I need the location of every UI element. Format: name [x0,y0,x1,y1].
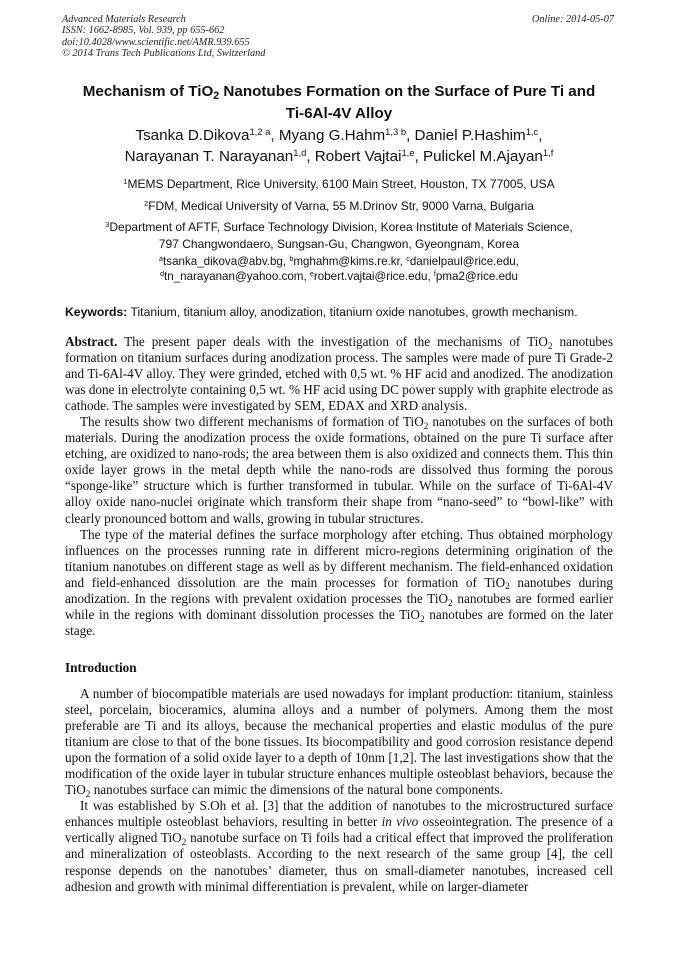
affiliation-text: FDM, Medical University of Varna, 55 M.Drinov Str, 9000 Varna, Bulgaria [148,199,534,213]
affiliation-mark: 3 [105,219,110,229]
title-line-2: Ti-6Al-4V Alloy [285,105,393,122]
keywords-text: Titanium, titanium alloy, anodization, titanium oxide nanotubes, growth mechanism. [130,305,578,319]
italic-term: in vivo [381,814,419,830]
affiliation-3-line-2: 797 Changwondaero, Sungsan-Gu, Changwon, Gyeongnam, Korea [158,237,520,251]
email-mark: a [159,254,164,264]
email-line-1 [50,255,628,270]
introduction-paragraph-1 [65,686,613,798]
text-run: A number of biocompatible materials are used nowadays for implant production: titanium, stainless steel, porcelain, bioceramics, alumina alloys and a number of polymers. Among them the most preferable are Ti and its alloys, because the mechanical properties and elastic modulus of the pure titanium are close to that of the bone tissues. Its biocompatibility and good corrosion resistance depend upon the formation of a solid oxide layer to a depth of 10nm [1,2]. The last investigations show that the modification of the oxide layer in tubular structure enhances multiple osteoblast behaviors, because the TiO [65,686,613,798]
author-separator: , [306,148,315,165]
text-run: nanotubes on the surfaces of both materials. During the anodization process the oxide formations, obtained on the pure Ti surface after etching, are oxidized to nano-rods; the area between them is also oxidized and connects them. This thin oxide layer grows in the metal depth while the nano-rods are dissolved thus forming the porous “sponge-like” structure which is further transformed in tubular. While on the surface of Ti-6Al-4V alloy oxide nano-nuclei originate which transform their shape from “nano-seed” to “bowl-like” with clearly pronounced bottom and walls, growing in tubular structures. [65,414,613,526]
author-affiliation-mark: 1,f [542,146,554,158]
email-link[interactable]: pma2@rice.edu [435,269,518,283]
title-subscript: 2 [213,90,220,103]
text-run: It was established by S.Oh et al. [3] that the addition of nanotubes to the microstructured surface enhances multiple osteoblast behaviors, resulting in better [65,798,613,830]
keywords [65,304,625,320]
author-name: Narayanan T. Narayanan [124,148,294,165]
text-run: osseointegration. The presence of a vertically aligned TiO [65,814,613,846]
author-line-2 [50,146,628,167]
text-run: The results show two different mechanisms of formation of TiO [80,414,424,430]
abstract-paragraph-3 [65,527,613,639]
author-affiliation-mark: 1,e [401,146,415,158]
text-run: nanotubes are formed on the later stage. [65,606,614,638]
section-heading-introduction: Introduction [65,660,137,675]
text-run: The present paper deals with the investigation of the mechanisms of TiO [124,334,548,349]
subscript: 2 [85,789,91,800]
email-mark: f [433,268,436,278]
affiliation-text: MEMS Department, Rice University, 6100 Main Street, Houston, TX 77005, USA [127,177,555,191]
abstract [65,334,613,639]
title-text-b: Nanotubes Formation on the Surface of Pure Ti and [219,83,596,100]
affiliation-text: Department of AFTF, Surface Technology Division, Korea Institute of Materials Science, [109,220,573,234]
text-run: nanotubes are formed earlier while in the regions with dominant dissolution processes the TiO [65,590,613,622]
title-text-a: Mechanism of TiO [82,83,214,100]
author-affiliation-mark: 1,2 a [249,125,271,137]
author-affiliation-mark: 1,3 b [385,125,407,137]
author-line-1 [50,125,628,146]
subscript: 2 [505,581,510,592]
email-link[interactable]: tn_narayanan@yahoo.com, [164,269,310,283]
introduction-paragraph-2 [65,798,613,894]
author-name: Daniel P.Hashim [414,127,526,144]
journal-doi: doi:10.4028/www.scientific.net/AMR.939.655 [62,36,250,48]
author-affiliation-mark: 1,c [525,125,539,137]
introduction-body [65,686,613,895]
author-name: Pulickel M.Ajayan [422,148,543,165]
author-separator: , [538,127,543,144]
keywords-label: Keywords: [65,305,128,319]
subscript: 2 [448,597,453,608]
subscript: 2 [423,421,429,431]
title-line-1 [50,81,628,103]
email-line-2 [50,270,628,285]
affiliation-2 [50,198,628,215]
affiliation-3-line-1 [50,219,628,236]
subscript: 2 [419,613,425,624]
email-link[interactable]: danielpaul@rice.edu, [409,255,519,268]
journal-issn: ISSN: 1662-8985, Vol. 939, pp 655-662 [62,25,225,37]
author-separator: , [414,148,423,165]
author-separator: , [270,127,279,144]
email-link[interactable]: robert.vajtai@rice.edu, [313,269,434,283]
subscript: 2 [181,837,187,848]
author-separator: , [406,127,415,144]
text-run: nanotubes during anodization. In the regions with prevalent oxidation processes the TiO [65,574,613,606]
journal-header [62,14,265,59]
email-mark: e [309,268,314,278]
journal-copyright: © 2014 Trans Tech Publications Ltd, Switzerland [62,47,266,59]
affiliation-mark: 2 [144,198,149,208]
affiliation-mark: 1 [123,176,128,186]
journal-name: Advanced Materials Research [62,14,186,25]
affiliation-1 [50,176,628,193]
author-name: Tsanka D.Dikova [135,127,250,144]
email-mark: c [406,254,410,264]
text-run: nanotube surface on Ti foils had a critical effect that improved the proliferation and mineralization of osteoblasts. According to the next research of the same group [4], the cell response depends on the nanotubes’ diameter, thus on small-diameter nanotubes, increased cell adhesion and growth with minimal differentiation is prevalent, while on larger-diameter [65,830,614,894]
text-run: nanotubes surface can mimic the dimensions of the natural bone components. [90,782,503,798]
author-list [50,125,628,167]
affiliation-3 [50,219,628,253]
email-link[interactable]: mghahm@kims.re.kr, [293,255,407,268]
email-mark: b [289,254,294,264]
email-mark: d [160,268,165,278]
email-link[interactable]: tsanka_dikova@abv.bg, [163,255,290,268]
online-date: Online: 2014-05-07 [531,14,614,25]
author-emails [50,255,628,284]
paper-title [50,81,628,125]
author-name: Myang G.Hahm [278,127,386,144]
author-name: Robert Vajtai [314,148,402,165]
author-affiliation-mark: 1,d [293,146,307,158]
abstract-paragraph-1 [65,334,613,414]
abstract-label: Abstract. [65,334,118,349]
text-run: nanotubes formation on titanium surfaces during anodization process. The samples were made of pure Ti Grade-2 and Ti-6Al-4V alloy. They were grinded, etched with 0,5 wt. % HF acid and anodized. The anodization was done in electrolyte containing 0,5 wt. % HF acid using DC power supply with graphite electrode as cathode. The samples were investigated by SEM, EDAX and XRD analysis. [65,334,613,414]
subscript: 2 [547,340,553,351]
abstract-paragraph-2 [65,414,613,526]
text-run: The type of the material defines the surface morphology after etching. Thus obtained morphology influences on the processes running rate in different micro-regions determining origination of the titanium nanotubes on different stage as well as by different mechanism. The field-enhanced oxidation and field-enhanced dissolution are the main processes for formation of TiO [65,526,613,590]
